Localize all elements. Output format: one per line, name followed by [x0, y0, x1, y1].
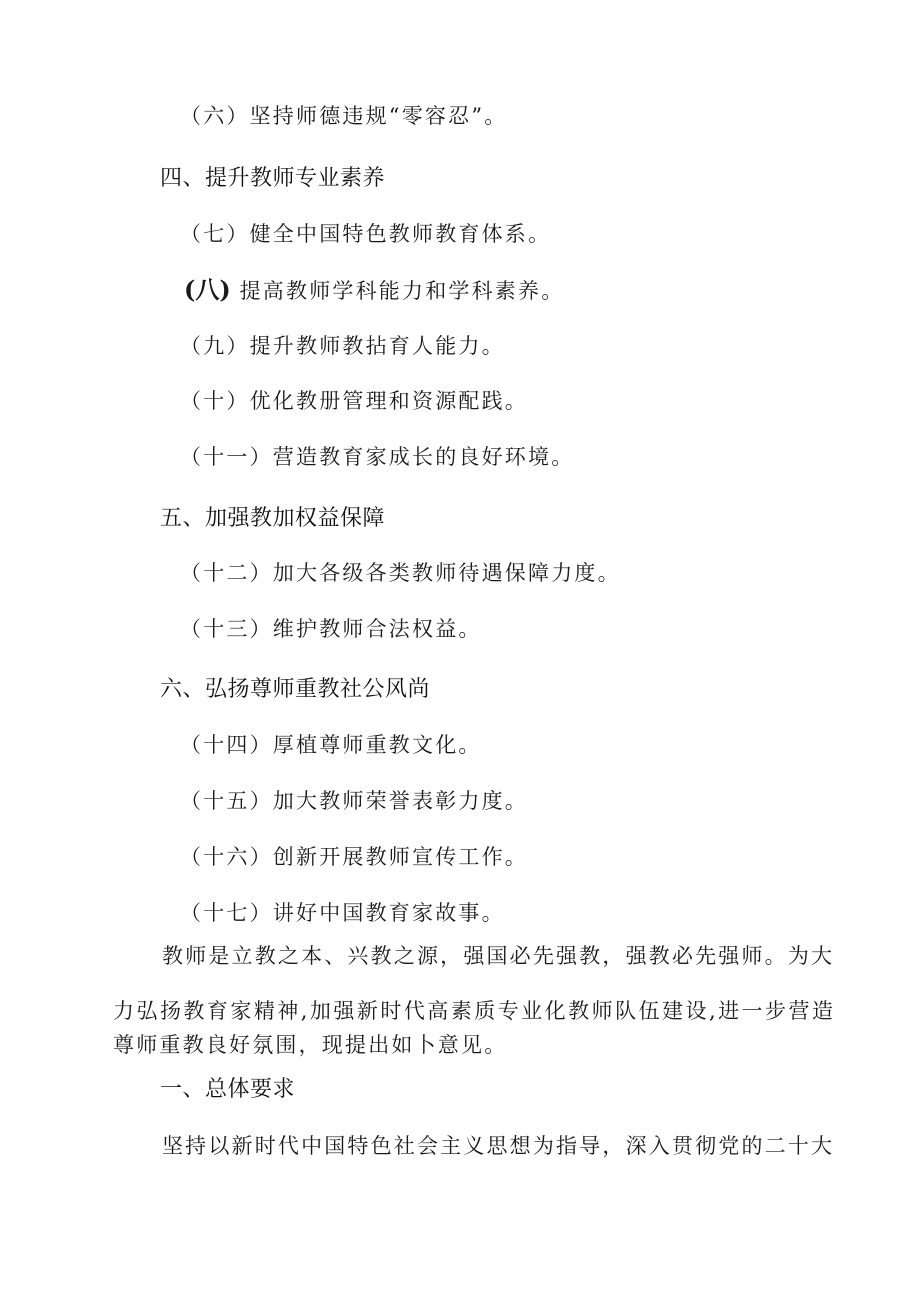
list-item-8-text: 提高教师学科能力和学科素养。 — [239, 279, 565, 303]
section-heading-1: 一、总体要求 — [160, 1077, 296, 1102]
list-item-13: （十三）维护教师合法权益。 — [180, 617, 482, 641]
list-item-17: （十七）讲好中国教育家故事。 — [180, 901, 505, 925]
section-heading-5: 五、加强教加权益保障 — [160, 506, 386, 531]
list-item-9: （九）提升教师教拈育人能力。 — [180, 334, 505, 358]
section-heading-6: 六、弘扬尊师重教社公风尚 — [160, 677, 431, 702]
section-heading-4: 四、提升教师专业素养 — [160, 166, 386, 191]
list-item-10: （十）优化教册管理和资源配践。 — [180, 389, 528, 413]
list-item-15: （十五）加大教师荣誉表彰力度。 — [180, 789, 528, 813]
intro-paragraph-line-1: 教师是立教之本、兴教之源，强国必先强教，强教必先强师。为大 — [162, 944, 832, 968]
body-paragraph-line: 坚持以新时代中国特色社会主义思想为指导，深入贯彻党的二十大 — [162, 1134, 832, 1158]
list-item-8-number: (八) — [184, 275, 231, 304]
list-item-8 — [184, 275, 565, 304]
intro-paragraph-line-3: 尊师重教良好氛围，现提出如卜意见。 — [113, 1033, 508, 1057]
list-item-16: （十六）创新开展教师宣传工作。 — [180, 845, 528, 869]
list-item-11: （十一）营造教育家成长的良好环境。 — [180, 445, 575, 469]
list-item-14: （十四）厚植尊师重教文化。 — [180, 733, 482, 757]
intro-paragraph-line-2: 力弘扬教育家精神,加强新时代高素质专业化教师队伍建设,进一步营造 — [113, 999, 833, 1023]
list-item-7: （七）健全中国特色教师教育体系。 — [180, 222, 552, 246]
list-item-6: （六）坚持师德违规“零容忍”。 — [180, 104, 508, 128]
list-item-12: （十二）加大各级各类教师待遇保障力度。 — [180, 561, 621, 585]
